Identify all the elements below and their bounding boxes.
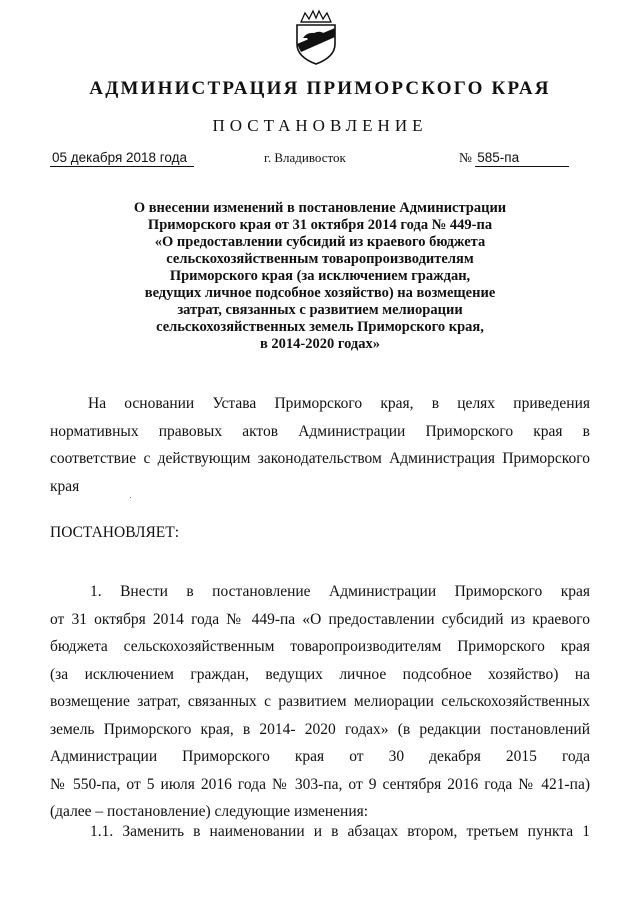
item-1-line: № 550-па, от 5 июля 2016 года № 303-па, от 9 сентября 2016 года № 421-па) [50,775,590,793]
document-city: г. Владивосток [264,150,346,165]
title-line: Приморского края от 31 октября 2014 года № 449-па [147,217,493,233]
scan-speck [130,497,131,498]
document-date: 05 декабря 2018 года [50,150,194,167]
item-1-line: возмещение затрат, связанных с развитием мелиорации сельскохозяйственных [50,693,590,710]
item-1-line: 1. Внести в постановление Администрации Приморского края [90,583,590,600]
item-1-line: от 31 октября 2014 года № 449-па «О предоставлении субсидий из краевого [50,610,590,628]
title-line: затрат, связанных с развитием мелиорации [177,302,463,318]
organization-name: АДМИНИСТРАЦИЯ ПРИМОРСКОГО КРАЯ [89,78,551,99]
preamble-paragraph [50,390,590,500]
title-line: Приморского края (за исключением граждан, [169,268,471,284]
item-1-1-line: 1.1. Заменить в наименовании и в абзацах втором, третьем пункта 1 [90,823,590,840]
resolve-heading: ПОСТАНОВЛЯЕТ: [50,524,180,541]
item-1-line: (далее – постановление) следующие изменения: [50,803,369,820]
preamble-line: соответствие с действующим законодательством Администрация Приморского [50,450,590,467]
title-line: сельскохозяйственным товаропроизводителям [166,251,474,267]
title-line: сельскохозяйственных земель Приморского края, [156,319,484,335]
item-1-paragraph [50,578,590,826]
item-1-line: (за исключением граждан, ведущих личное подсобное хозяйство) на [50,665,590,683]
title-line: в 2014-2020 годах» [259,336,381,352]
preamble-line: На основании Устава Приморского края, в целях приведения [88,395,590,412]
preamble-line: нормативных правовых актов Администрации Приморского края в [50,422,590,440]
title-line: «О предоставлении субсидий из краевого бюджета [154,234,486,250]
title-line: ведущих личное подсобное хозяйство) на возмещение [144,285,496,301]
preamble-line: края [50,477,80,495]
number-sign: № [459,150,472,165]
number-value: 585-па [475,150,569,167]
item-1-line: Администрации Приморского края от 30 декабря 2015 года [50,748,590,765]
item-1-line: бюджета сельскохозяйственным товаропроизводителям Приморского края [50,638,590,655]
document-title [80,200,560,353]
document-type: ПОСТАНОВЛЕНИЕ [212,116,428,135]
title-line: О внесении изменений в постановление Администрации [133,200,507,216]
item-1-1-paragraph [50,818,590,846]
primorsky-coat-of-arms-icon [287,8,345,66]
document-number [459,150,569,167]
item-1-line: земель Приморского края, в 2014- 2020 годах» (в редакции постановлений [50,720,590,738]
